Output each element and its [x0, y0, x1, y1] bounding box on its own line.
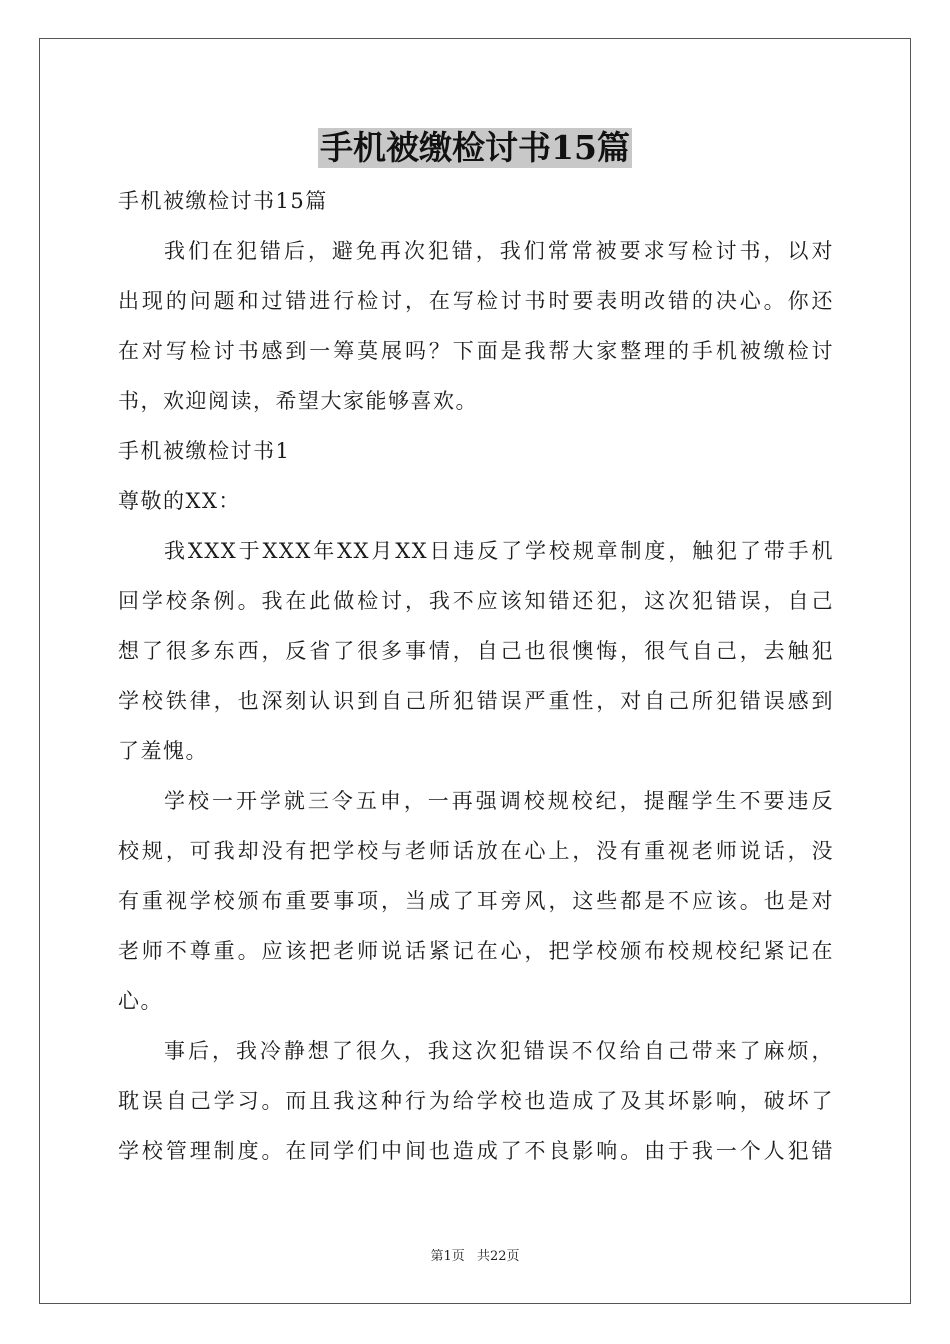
- body-line: 耽误自己学习。而且我这种行为给学校也造成了及其坏影响，破坏了: [118, 1089, 834, 1113]
- body-line: 老师不尊重。应该把老师说话紧记在心，把学校颁布校规校纪紧记在: [118, 939, 834, 963]
- page-footer: [0, 1245, 950, 1264]
- body-line: 有重视学校颁布重要事项，当成了耳旁风，这些都是不应该。也是对: [118, 889, 834, 913]
- title-container: [0, 128, 950, 168]
- body-line: 书，欢迎阅读，希望大家能够喜欢。: [118, 389, 478, 413]
- document-body: [118, 176, 834, 1176]
- body-line: 心。: [118, 989, 163, 1013]
- body-line: 想了很多东西，反省了很多事情，自己也很懊悔，很气自己，去触犯: [118, 639, 834, 663]
- body-line: 我们在犯错后，避免再次犯错，我们常常被要求写检讨书，以对: [164, 239, 834, 263]
- body-line: 学校一开学就三令五申，一再强调校规校纪，提醒学生不要违反: [164, 789, 834, 813]
- document-title: 手机被缴检讨书15篇: [320, 128, 630, 167]
- body-line: 回学校条例。我在此做检讨，我不应该知错还犯，这次犯错误，自己: [118, 589, 834, 613]
- body-line: 尊敬的XX：: [118, 489, 241, 513]
- body-line: 校规，可我却没有把学校与老师话放在心上，没有重视老师说话，没: [118, 839, 834, 863]
- body-line: 出现的问题和过错进行检讨，在写检讨书时要表明改错的决心。你还: [118, 289, 834, 313]
- body-line: 在对写检讨书感到一筹莫展吗？下面是我帮大家整理的手机被缴检讨: [118, 339, 834, 363]
- body-line: 我XXX于XXX年XX月XX日违反了学校规章制度，触犯了带手机: [164, 539, 834, 563]
- body-line: 学校管理制度。在同学们中间也造成了不良影响。由于我一个人犯错: [118, 1139, 834, 1163]
- body-line: 手机被缴检讨书1: [118, 439, 291, 463]
- body-line: 学校铁律，也深刻认识到自己所犯错误严重性，对自己所犯错误感到: [118, 689, 834, 713]
- body-line: 事后，我冷静想了很久，我这次犯错误不仅给自己带来了麻烦，: [164, 1039, 834, 1063]
- page-total: 共22页: [476, 1249, 520, 1264]
- body-line: 了羞愧。: [118, 739, 208, 763]
- page-number: 第1页: [430, 1249, 465, 1264]
- body-line: 手机被缴检讨书15篇: [118, 189, 328, 213]
